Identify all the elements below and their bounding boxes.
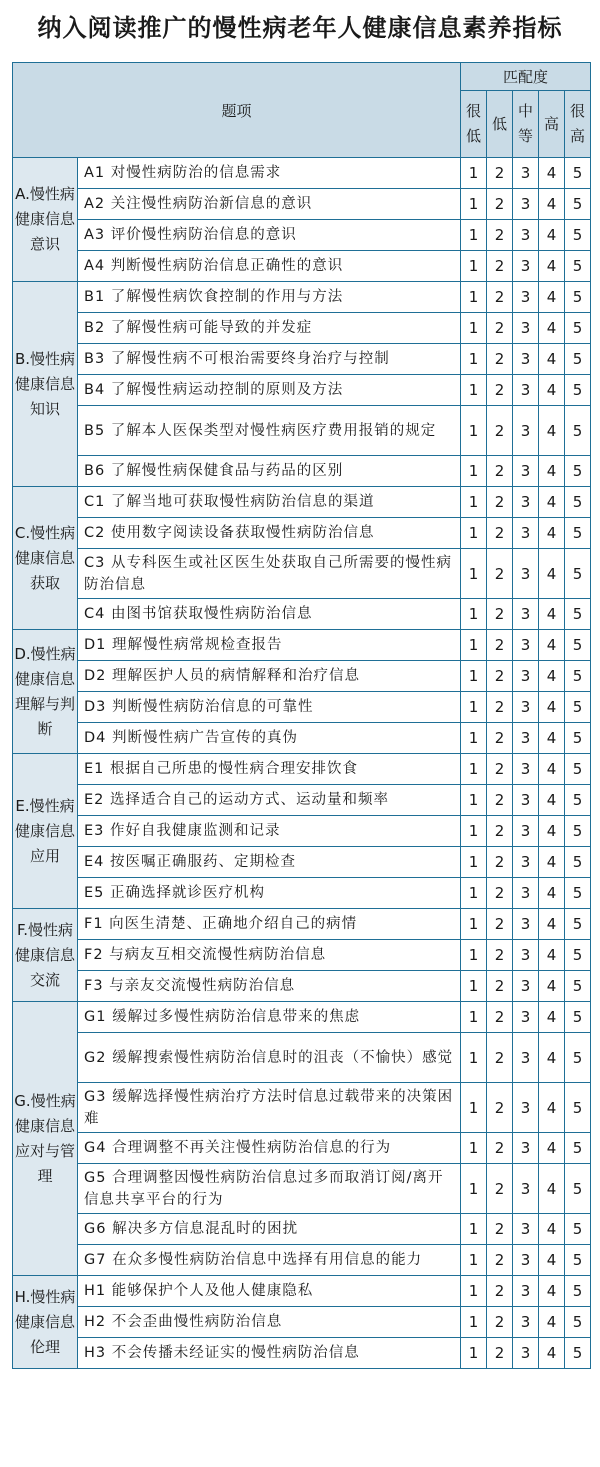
table-row xyxy=(13,189,591,220)
score-cell: 2 xyxy=(487,1002,513,1033)
indicator-item: B1 了解慢性病饮食控制的作用与方法 xyxy=(78,282,461,313)
score-cell: 3 xyxy=(513,189,539,220)
indicator-item: D3 判断慢性病防治信息的可靠性 xyxy=(78,692,461,723)
dimension-label: A.慢性病健康信息意识 xyxy=(13,158,78,282)
indicator-item: F3 与亲友交流慢性病防治信息 xyxy=(78,971,461,1002)
score-cell: 5 xyxy=(565,1214,591,1245)
table-row xyxy=(13,630,591,661)
score-cell: 3 xyxy=(513,158,539,189)
score-cell: 5 xyxy=(565,1307,591,1338)
score-cell: 4 xyxy=(539,251,565,282)
table-row xyxy=(13,599,591,630)
indicator-item: F1 向医生清楚、正确地介绍自己的病情 xyxy=(78,909,461,940)
score-cell: 5 xyxy=(565,158,591,189)
score-cell: 2 xyxy=(487,344,513,375)
table-row xyxy=(13,1164,591,1214)
table-row xyxy=(13,1245,591,1276)
score-cell: 5 xyxy=(565,1276,591,1307)
indicator-item: H3 不会传播未经证实的慢性病防治信息 xyxy=(78,1338,461,1369)
score-cell: 1 xyxy=(461,220,487,251)
table-row xyxy=(13,1276,591,1307)
indicator-item: A1 对慢性病防治的信息需求 xyxy=(78,158,461,189)
score-cell: 2 xyxy=(487,1214,513,1245)
indicator-item: H2 不会歪曲慢性病防治信息 xyxy=(78,1307,461,1338)
score-cell: 1 xyxy=(461,282,487,313)
table-row xyxy=(13,1214,591,1245)
score-cell: 1 xyxy=(461,313,487,344)
score-cell: 1 xyxy=(461,1245,487,1276)
score-cell: 4 xyxy=(539,1002,565,1033)
score-cell: 2 xyxy=(487,816,513,847)
score-cell: 4 xyxy=(539,220,565,251)
table-row xyxy=(13,971,591,1002)
indicator-item: C4 由图书馆获取慢性病防治信息 xyxy=(78,599,461,630)
score-cell: 3 xyxy=(513,282,539,313)
score-cell: 1 xyxy=(461,971,487,1002)
score-cell: 2 xyxy=(487,754,513,785)
score-cell: 1 xyxy=(461,1276,487,1307)
table-row xyxy=(13,487,591,518)
indicator-item: E4 按医嘱正确服药、定期检查 xyxy=(78,847,461,878)
score-cell: 5 xyxy=(565,723,591,754)
score-cell: 1 xyxy=(461,406,487,456)
score-cell: 3 xyxy=(513,549,539,599)
score-cell: 5 xyxy=(565,692,591,723)
level-header xyxy=(461,91,487,158)
score-cell: 3 xyxy=(513,1033,539,1083)
table-row xyxy=(13,158,591,189)
score-cell: 2 xyxy=(487,1033,513,1083)
score-cell: 3 xyxy=(513,816,539,847)
score-cell: 5 xyxy=(565,940,591,971)
score-cell: 2 xyxy=(487,251,513,282)
score-cell: 2 xyxy=(487,220,513,251)
dimension-label: B.慢性病健康信息知识 xyxy=(13,282,78,487)
table-row xyxy=(13,1083,591,1133)
score-cell: 5 xyxy=(565,599,591,630)
score-cell: 4 xyxy=(539,456,565,487)
score-cell: 5 xyxy=(565,251,591,282)
score-cell: 4 xyxy=(539,599,565,630)
dimension-label: H.慢性病健康信息伦理 xyxy=(13,1276,78,1369)
level-label: 高 xyxy=(544,114,560,133)
score-cell: 3 xyxy=(513,518,539,549)
score-cell: 4 xyxy=(539,909,565,940)
indicator-item: D2 理解医护人员的病情解释和治疗信息 xyxy=(78,661,461,692)
score-cell: 3 xyxy=(513,487,539,518)
score-cell: 2 xyxy=(487,1083,513,1133)
level-label: 低 xyxy=(492,114,508,133)
score-cell: 1 xyxy=(461,723,487,754)
score-cell: 2 xyxy=(487,1133,513,1164)
score-cell: 3 xyxy=(513,1164,539,1214)
score-cell: 4 xyxy=(539,1164,565,1214)
indicator-item: C1 了解当地可获取慢性病防治信息的渠道 xyxy=(78,487,461,518)
score-cell: 1 xyxy=(461,1083,487,1133)
level-header xyxy=(565,91,591,158)
score-cell: 5 xyxy=(565,549,591,599)
score-cell: 4 xyxy=(539,1338,565,1369)
score-cell: 1 xyxy=(461,909,487,940)
score-cell: 2 xyxy=(487,661,513,692)
score-cell: 3 xyxy=(513,1307,539,1338)
indicator-item: E3 作好自我健康监测和记录 xyxy=(78,816,461,847)
level-label: 很低 xyxy=(466,102,482,145)
score-cell: 3 xyxy=(513,375,539,406)
table-row xyxy=(13,847,591,878)
score-cell: 4 xyxy=(539,549,565,599)
score-cell: 5 xyxy=(565,847,591,878)
score-cell: 3 xyxy=(513,599,539,630)
score-cell: 1 xyxy=(461,1307,487,1338)
score-cell: 1 xyxy=(461,518,487,549)
indicator-item: H1 能够保护个人及他人健康隐私 xyxy=(78,1276,461,1307)
score-cell: 2 xyxy=(487,189,513,220)
table-row xyxy=(13,909,591,940)
score-cell: 4 xyxy=(539,630,565,661)
score-cell: 2 xyxy=(487,847,513,878)
score-cell: 5 xyxy=(565,406,591,456)
table-row xyxy=(13,692,591,723)
score-cell: 5 xyxy=(565,189,591,220)
indicator-item: B5 了解本人医保类型对慢性病医疗费用报销的规定 xyxy=(78,406,461,456)
score-cell: 1 xyxy=(461,487,487,518)
score-cell: 1 xyxy=(461,1214,487,1245)
score-cell: 5 xyxy=(565,375,591,406)
match-degree-header: 匹配度 xyxy=(461,63,591,91)
score-cell: 5 xyxy=(565,220,591,251)
score-cell: 4 xyxy=(539,406,565,456)
score-cell: 2 xyxy=(487,878,513,909)
table-row xyxy=(13,723,591,754)
indicator-table xyxy=(12,62,591,1369)
score-cell: 1 xyxy=(461,456,487,487)
score-cell: 1 xyxy=(461,1164,487,1214)
score-cell: 5 xyxy=(565,754,591,785)
table-row xyxy=(13,518,591,549)
score-cell: 3 xyxy=(513,1214,539,1245)
score-cell: 1 xyxy=(461,661,487,692)
score-cell: 1 xyxy=(461,692,487,723)
table-row xyxy=(13,282,591,313)
score-cell: 5 xyxy=(565,1338,591,1369)
score-cell: 3 xyxy=(513,313,539,344)
table-row xyxy=(13,816,591,847)
table-row xyxy=(13,661,591,692)
table-row xyxy=(13,754,591,785)
score-cell: 4 xyxy=(539,487,565,518)
score-cell: 5 xyxy=(565,909,591,940)
table-row xyxy=(13,220,591,251)
score-cell: 3 xyxy=(513,456,539,487)
score-cell: 2 xyxy=(487,971,513,1002)
score-cell: 2 xyxy=(487,1307,513,1338)
score-cell: 4 xyxy=(539,313,565,344)
score-cell: 1 xyxy=(461,549,487,599)
score-cell: 1 xyxy=(461,785,487,816)
score-cell: 2 xyxy=(487,599,513,630)
score-cell: 5 xyxy=(565,816,591,847)
score-cell: 1 xyxy=(461,940,487,971)
score-cell: 1 xyxy=(461,847,487,878)
score-cell: 3 xyxy=(513,661,539,692)
score-cell: 4 xyxy=(539,692,565,723)
indicator-item: C2 使用数字阅读设备获取慢性病防治信息 xyxy=(78,518,461,549)
score-cell: 2 xyxy=(487,375,513,406)
level-header xyxy=(513,91,539,158)
score-cell: 2 xyxy=(487,549,513,599)
score-cell: 3 xyxy=(513,630,539,661)
level-label: 中等 xyxy=(518,102,534,145)
score-cell: 3 xyxy=(513,909,539,940)
indicator-item: G1 缓解过多慢性病防治信息带来的焦虑 xyxy=(78,1002,461,1033)
score-cell: 3 xyxy=(513,1276,539,1307)
score-cell: 1 xyxy=(461,375,487,406)
dimension-label: D.慢性病健康信息理解与判断 xyxy=(13,630,78,754)
score-cell: 3 xyxy=(513,785,539,816)
indicator-item: G7 在众多慢性病防治信息中选择有用信息的能力 xyxy=(78,1245,461,1276)
table-row xyxy=(13,1133,591,1164)
score-cell: 4 xyxy=(539,1307,565,1338)
score-cell: 4 xyxy=(539,754,565,785)
score-cell: 3 xyxy=(513,878,539,909)
score-cell: 4 xyxy=(539,375,565,406)
table-row xyxy=(13,940,591,971)
indicator-item: G2 缓解搜索慢性病防治信息时的沮丧（不愉快）感觉 xyxy=(78,1033,461,1083)
indicator-item: E2 选择适合自己的运动方式、运动量和频率 xyxy=(78,785,461,816)
score-cell: 1 xyxy=(461,599,487,630)
table-row xyxy=(13,785,591,816)
table-header xyxy=(13,63,591,158)
table-row xyxy=(13,1338,591,1369)
table-row xyxy=(13,251,591,282)
indicator-item: G6 解决多方信息混乱时的困扰 xyxy=(78,1214,461,1245)
dimension-label: C.慢性病健康信息获取 xyxy=(13,487,78,630)
table-row xyxy=(13,375,591,406)
score-cell: 4 xyxy=(539,1133,565,1164)
table-row xyxy=(13,406,591,456)
page-title: 纳入阅读推广的慢性病老年人健康信息素养指标 xyxy=(37,12,563,42)
score-cell: 3 xyxy=(513,847,539,878)
score-cell: 2 xyxy=(487,1245,513,1276)
score-cell: 2 xyxy=(487,723,513,754)
table-body xyxy=(13,158,591,1369)
score-cell: 3 xyxy=(513,220,539,251)
score-cell: 2 xyxy=(487,518,513,549)
table-row xyxy=(13,1307,591,1338)
score-cell: 5 xyxy=(565,785,591,816)
score-cell: 3 xyxy=(513,344,539,375)
score-cell: 4 xyxy=(539,282,565,313)
score-cell: 5 xyxy=(565,487,591,518)
table-row xyxy=(13,549,591,599)
score-cell: 3 xyxy=(513,406,539,456)
dimension-label: E.慢性病健康信息应用 xyxy=(13,754,78,909)
score-cell: 4 xyxy=(539,189,565,220)
score-cell: 3 xyxy=(513,1002,539,1033)
dimension-label: G.慢性病健康信息应对与管理 xyxy=(13,1002,78,1276)
score-cell: 4 xyxy=(539,158,565,189)
score-cell: 2 xyxy=(487,313,513,344)
indicator-item: E1 根据自己所患的慢性病合理安排饮食 xyxy=(78,754,461,785)
score-cell: 2 xyxy=(487,456,513,487)
score-cell: 1 xyxy=(461,1002,487,1033)
score-cell: 2 xyxy=(487,1276,513,1307)
indicator-item: F2 与病友互相交流慢性病防治信息 xyxy=(78,940,461,971)
table-row xyxy=(13,313,591,344)
level-label: 很高 xyxy=(570,102,586,145)
score-cell: 2 xyxy=(487,282,513,313)
score-cell: 1 xyxy=(461,1033,487,1083)
score-cell: 4 xyxy=(539,518,565,549)
score-cell: 1 xyxy=(461,630,487,661)
score-cell: 1 xyxy=(461,878,487,909)
score-cell: 2 xyxy=(487,909,513,940)
level-header xyxy=(539,91,565,158)
score-cell: 2 xyxy=(487,940,513,971)
score-cell: 2 xyxy=(487,1164,513,1214)
dimension-label: F.慢性病健康信息交流 xyxy=(13,909,78,1002)
score-cell: 5 xyxy=(565,313,591,344)
score-cell: 5 xyxy=(565,282,591,313)
score-cell: 4 xyxy=(539,1276,565,1307)
score-cell: 5 xyxy=(565,456,591,487)
score-cell: 3 xyxy=(513,1083,539,1133)
indicator-item: B4 了解慢性病运动控制的原则及方法 xyxy=(78,375,461,406)
score-cell: 5 xyxy=(565,878,591,909)
score-cell: 4 xyxy=(539,971,565,1002)
score-cell: 3 xyxy=(513,940,539,971)
indicator-item: B2 了解慢性病可能导致的并发症 xyxy=(78,313,461,344)
indicator-item: B3 了解慢性病不可根治需要终身治疗与控制 xyxy=(78,344,461,375)
indicator-item: D4 判断慢性病广告宣传的真伪 xyxy=(78,723,461,754)
score-cell: 5 xyxy=(565,344,591,375)
score-cell: 4 xyxy=(539,1033,565,1083)
score-cell: 1 xyxy=(461,251,487,282)
score-cell: 5 xyxy=(565,518,591,549)
score-cell: 4 xyxy=(539,847,565,878)
score-cell: 4 xyxy=(539,661,565,692)
score-cell: 2 xyxy=(487,630,513,661)
indicator-item: A4 判断慢性病防治信息正确性的意识 xyxy=(78,251,461,282)
table-row xyxy=(13,456,591,487)
table-row xyxy=(13,878,591,909)
score-cell: 3 xyxy=(513,1338,539,1369)
score-cell: 2 xyxy=(487,692,513,723)
score-cell: 5 xyxy=(565,1002,591,1033)
score-cell: 1 xyxy=(461,344,487,375)
indicator-item: B6 了解慢性病保健食品与药品的区别 xyxy=(78,456,461,487)
indicator-item: A3 评价慢性病防治信息的意识 xyxy=(78,220,461,251)
score-cell: 3 xyxy=(513,1245,539,1276)
score-cell: 1 xyxy=(461,754,487,785)
score-cell: 4 xyxy=(539,344,565,375)
score-cell: 5 xyxy=(565,630,591,661)
indicator-item: C3 从专科医生或社区医生处获取自己所需要的慢性病防治信息 xyxy=(78,549,461,599)
score-cell: 1 xyxy=(461,189,487,220)
level-header xyxy=(487,91,513,158)
score-cell: 4 xyxy=(539,940,565,971)
indicator-item: G3 缓解选择慢性病治疗方法时信息过载带来的决策困难 xyxy=(78,1083,461,1133)
score-cell: 1 xyxy=(461,158,487,189)
score-cell: 5 xyxy=(565,661,591,692)
score-cell: 5 xyxy=(565,1083,591,1133)
indicator-item: D1 理解慢性病常规检查报告 xyxy=(78,630,461,661)
score-cell: 1 xyxy=(461,1338,487,1369)
score-cell: 5 xyxy=(565,1133,591,1164)
indicator-item: E5 正确选择就诊医疗机构 xyxy=(78,878,461,909)
score-cell: 3 xyxy=(513,692,539,723)
score-cell: 2 xyxy=(487,1338,513,1369)
score-cell: 4 xyxy=(539,816,565,847)
score-cell: 2 xyxy=(487,785,513,816)
score-cell: 2 xyxy=(487,487,513,518)
item-header: 题项 xyxy=(13,63,461,158)
score-cell: 3 xyxy=(513,971,539,1002)
indicator-item: A2 关注慢性病防治新信息的意识 xyxy=(78,189,461,220)
score-cell: 3 xyxy=(513,251,539,282)
score-cell: 2 xyxy=(487,158,513,189)
table-row xyxy=(13,344,591,375)
score-cell: 3 xyxy=(513,723,539,754)
indicator-item: G4 合理调整不再关注慢性病防治信息的行为 xyxy=(78,1133,461,1164)
score-cell: 3 xyxy=(513,754,539,785)
score-cell: 4 xyxy=(539,723,565,754)
score-cell: 4 xyxy=(539,785,565,816)
score-cell: 5 xyxy=(565,1245,591,1276)
score-cell: 5 xyxy=(565,1164,591,1214)
score-cell: 1 xyxy=(461,1133,487,1164)
indicator-item: G5 合理调整因慢性病防治信息过多而取消订阅/离开信息共享平台的行为 xyxy=(78,1164,461,1214)
score-cell: 2 xyxy=(487,406,513,456)
table-row xyxy=(13,1033,591,1083)
score-cell: 4 xyxy=(539,1245,565,1276)
score-cell: 5 xyxy=(565,971,591,1002)
score-cell: 4 xyxy=(539,1214,565,1245)
score-cell: 5 xyxy=(565,1033,591,1083)
score-cell: 4 xyxy=(539,1083,565,1133)
score-cell: 1 xyxy=(461,816,487,847)
table-row xyxy=(13,1002,591,1033)
score-cell: 3 xyxy=(513,1133,539,1164)
score-cell: 4 xyxy=(539,878,565,909)
